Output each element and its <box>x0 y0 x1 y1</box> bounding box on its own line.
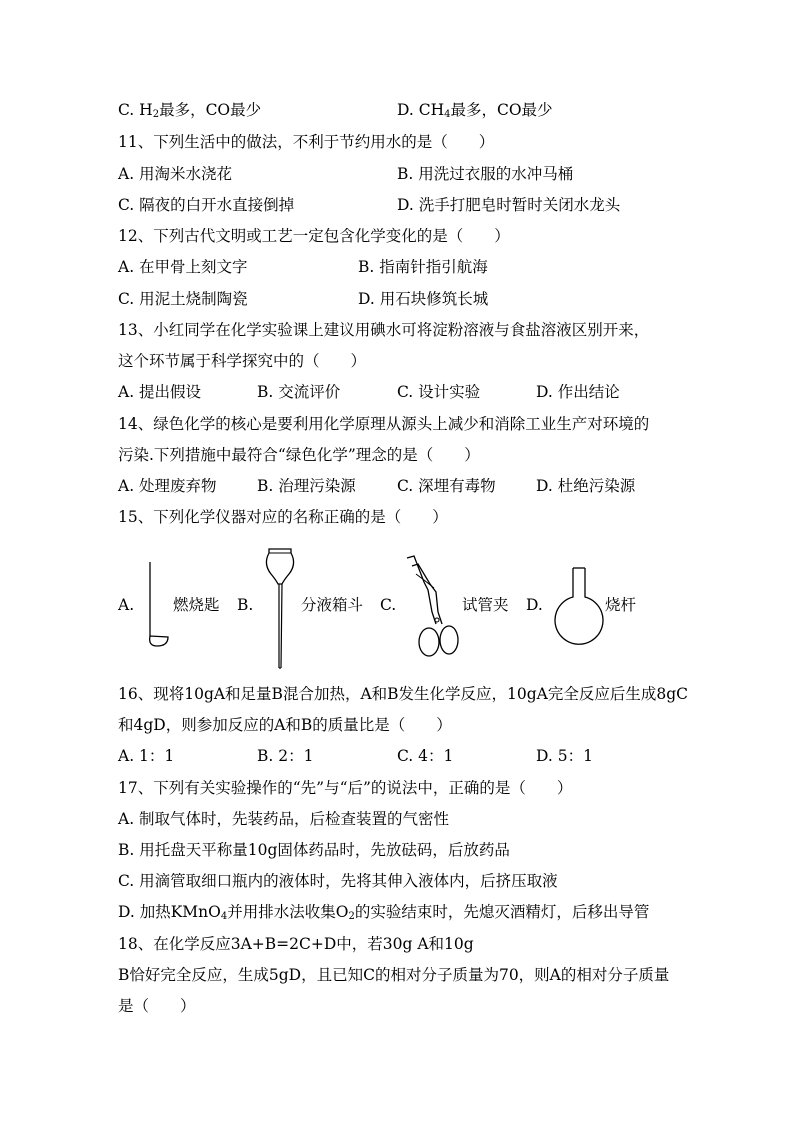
q13-option-c: C. 设计实验 <box>397 383 481 401</box>
q12-stem: 12、下列古代文明或工艺一定包含化学变化的是（ ） <box>118 227 510 245</box>
q13-option-d: D. 作出结论 <box>536 383 620 401</box>
q11-option-a: A. 用淘米水浇花 <box>118 165 233 183</box>
round-bottom-flask-icon <box>551 565 607 651</box>
q15-option-c-letter: C. <box>380 596 397 614</box>
q15-option-b-name: 分液箱斗 <box>301 596 364 614</box>
q11-option-d: D. 洗手打肥皂时暂时关闭水龙头 <box>397 196 621 214</box>
q15-option-a-name: 燃烧匙 <box>173 596 220 614</box>
q14-option-a: A. 处理废弃物 <box>118 477 217 495</box>
q14-stem-line2: 污染.下列措施中最符合“绿色化学”理念的是（ ） <box>118 446 480 464</box>
q13-option-a: A. 提出假设 <box>118 383 202 401</box>
q16-stem-line1: 16、现将10gA和足量B混合加热，A和B发生化学反应，10gA完全反应后生成8gC <box>118 685 689 703</box>
q11-option-c: C. 隔夜的白开水直接倒掉 <box>118 196 295 214</box>
q15-option-d-name: 烧杆 <box>605 596 637 614</box>
q14-option-b: B. 治理污染源 <box>257 477 356 495</box>
q13-option-b: B. 交流评价 <box>257 383 341 401</box>
q16-option-c: C. 4：1 <box>397 747 454 765</box>
q17-option-b: B. 用托盘天平称量10g固体药品时，先放砝码，后放药品 <box>118 841 510 859</box>
q12-option-d: D. 用石块修筑长城 <box>358 290 489 308</box>
q16-option-d: D. 5：1 <box>536 747 593 765</box>
q13-stem-line2: 这个环节属于科学探究中的（ ） <box>118 352 367 370</box>
q17-option-c: C. 用滴管取细口瓶内的液体时，先将其伸入液体内，后挤压取液 <box>118 872 558 890</box>
q12-option-c: C. 用泥土烧制陶瓷 <box>118 290 248 308</box>
q15-stem: 15、下列化学仪器对应的名称正确的是（ ） <box>118 508 448 526</box>
q16-stem-line2: 和4gD，则参加反应的A和B的质量比是（ ） <box>118 716 452 734</box>
q10-option-c: C. $H_2$最多，CO最少 <box>118 101 262 120</box>
q16-option-a: A. 1：1 <box>118 747 175 765</box>
q18-stem-line1: 18、在化学反应3A+B=2C+D中，若30g A和10g <box>118 935 474 953</box>
test-tube-clamp-icon <box>404 554 462 660</box>
q17-stem: 17、下列有关实验操作的“先”与“后”的说法中，正确的是（ ） <box>118 779 573 797</box>
q18-stem-line3: 是（ ） <box>118 997 196 1015</box>
q12-option-b: B. 指南针指引航海 <box>358 258 488 276</box>
combustion-spoon-icon <box>142 560 176 652</box>
q14-stem-line1: 14、绿色化学的核心是要利用化学原理从源头上减少和消除工业生产对环境的 <box>118 415 650 433</box>
q17-option-d: D. 加热KMnO$_4$并用排水法收集$O_2$的实验结束时，先熄灭酒精灯，后移出导管 <box>118 903 650 922</box>
q14-option-c: C. 深埋有毒物 <box>397 477 496 495</box>
q11-stem: 11、下列生活中的做法，不利于节约用水的是（ ） <box>118 133 495 151</box>
q12-option-a: A. 在甲骨上刻文字 <box>118 258 248 276</box>
q15-option-b-letter: B. <box>237 596 254 614</box>
q15-option-c-name: 试管夹 <box>462 596 509 614</box>
q11-option-b: B. 用洗过衣服的水冲马桶 <box>397 165 574 183</box>
q17-option-a: A. 制取气体时，先装药品，后检查装置的气密性 <box>118 810 450 828</box>
q18-stem-line2: B恰好完全反应，生成5gD，且已知C的相对分子质量为70，则A的相对分子质量 <box>118 966 670 984</box>
q14-option-d: D. 杜绝污染源 <box>536 477 636 495</box>
q15-option-a-letter: A. <box>118 596 135 614</box>
q16-option-b: B. 2：1 <box>257 747 314 765</box>
q10-option-d: D. $CH_4$最多，CO最少 <box>397 101 553 120</box>
q13-stem-line1: 13、小红同学在化学实验课上建议用碘水可将淀粉溶液与食盐溶液区别开来， <box>118 321 650 339</box>
separatory-funnel-icon <box>262 546 298 672</box>
q15-option-d-letter: D. <box>526 596 543 614</box>
